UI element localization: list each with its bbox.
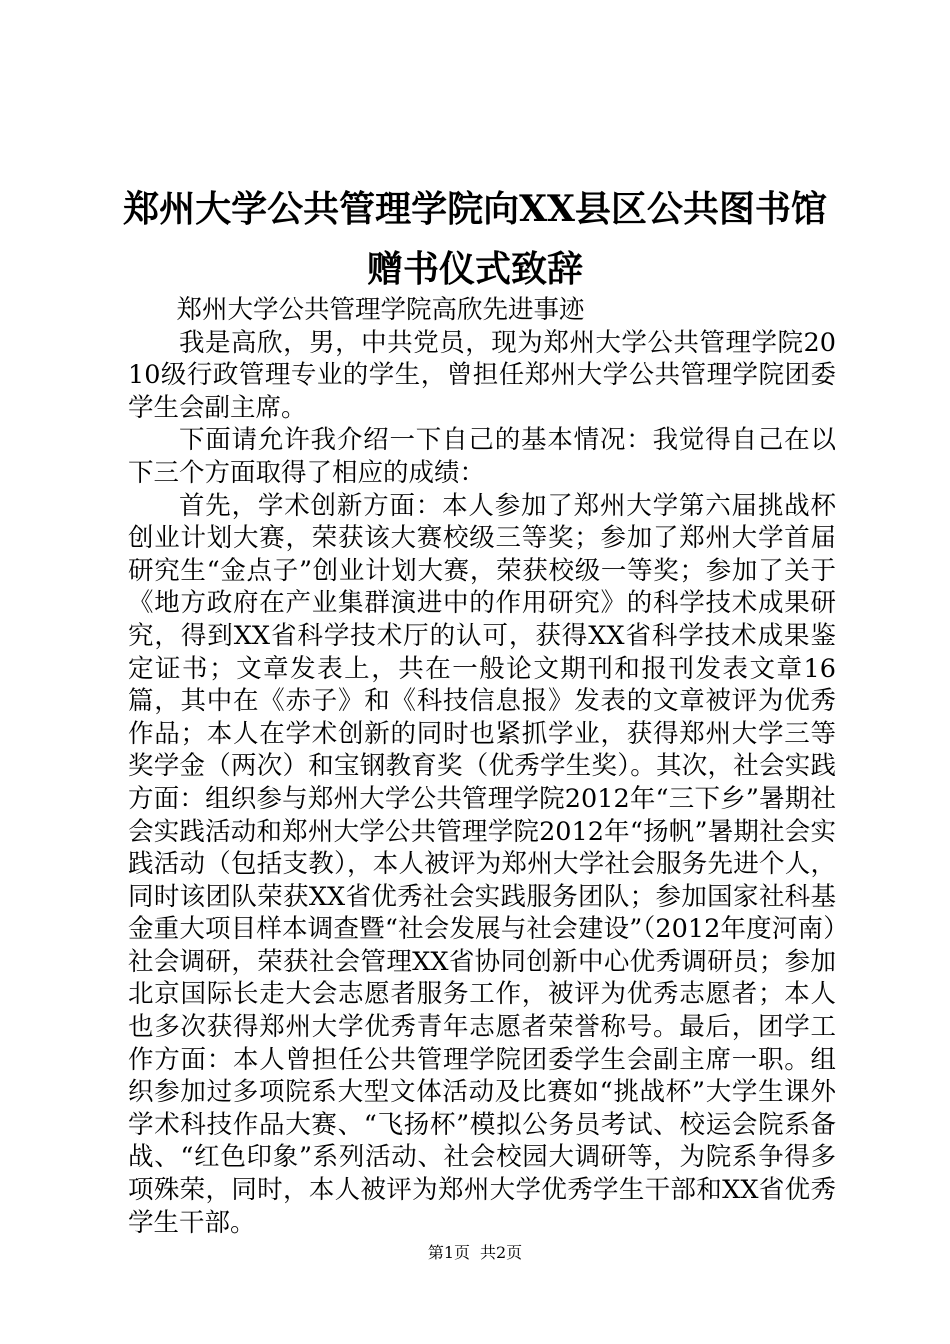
body-paragraph-3: 首先，学术创新方面：本人参加了郑州大学第六届挑战杯创业计划大赛，荣获该大赛校级三等奖；参加了郑州大学首届研究生“金点子”创业计划大赛，荣获校级一等奖；参加了关于《地方政府在产业集群演进中的作用研究》的科学技术成果研究，得到XX省科学技术厅的认可，获得XX省科学技术成果鉴定证书；文章发表上，共在一般论文期刊和报刊发表文章16篇，其中在《赤子》和《科技信息报》发表的文章被评为优秀作品；本人在学术创新的同时也紧抓学业，获得郑州大学三等奖学金（两次）和宝钢教育奖（优秀学生奖）。其次，社会实践方面：组织参与郑州大学公共管理学院2012年“三下乡”暑期社会实践活动和郑州大学公共管理学院2012年“扬帆”暑期社会实践活动（包括支教），本人被评为郑州大学社会服务先进个人，同时该团队荣获XX省优秀社会实践服务团队；参加国家社科基金重大项目样本调查暨“社会发展与社会建设”（2012年度河南）社会调研，荣获社会管理XX省协同创新中心优秀调研员；参加北京国际长走大会志愿者服务工作，被评为优秀志愿者；本人也多次获得郑州大学优秀青年志愿者荣誉称号。最后，团学工作方面：本人曾担任公共管理学院团委学生会副主席一职。组织参加过多项院系大型文体活动及比赛如“挑战杯”大学生课外学术科技作品大赛、“飞扬杯”模拟公务员考试、校运会院系备战、“红色印象”系列活动、社会校园大调研等，为院系争得多项殊荣，同时，本人被评为郑州大学优秀学生干部和XX省优秀学生干部。 (128, 490, 836, 1238)
body-paragraph-1: 我是高欣，男，中共党员，现为郑州大学公共管理学院2010级行政管理专业的学生，曾担任郑州大学公共管理学院团委学生会副主席。 (128, 327, 836, 423)
page-number-total: 共2页 (480, 1243, 523, 1262)
document-body (128, 294, 836, 1239)
body-paragraph-2: 下面请允许我介绍一下自己的基本情况：我觉得自己在以下三个方面取得了相应的成绩： (128, 425, 836, 488)
document-title-line1: 郑州大学公共管理学院向XX县区公共图书馆 (123, 188, 827, 230)
page-number-current: 第1页 (427, 1243, 470, 1262)
document-subtitle: 郑州大学公共管理学院高欣先进事迹 (176, 295, 585, 325)
page-footer (0, 1243, 950, 1263)
document-title-line2: 赠书仪式致辞 (366, 248, 583, 290)
